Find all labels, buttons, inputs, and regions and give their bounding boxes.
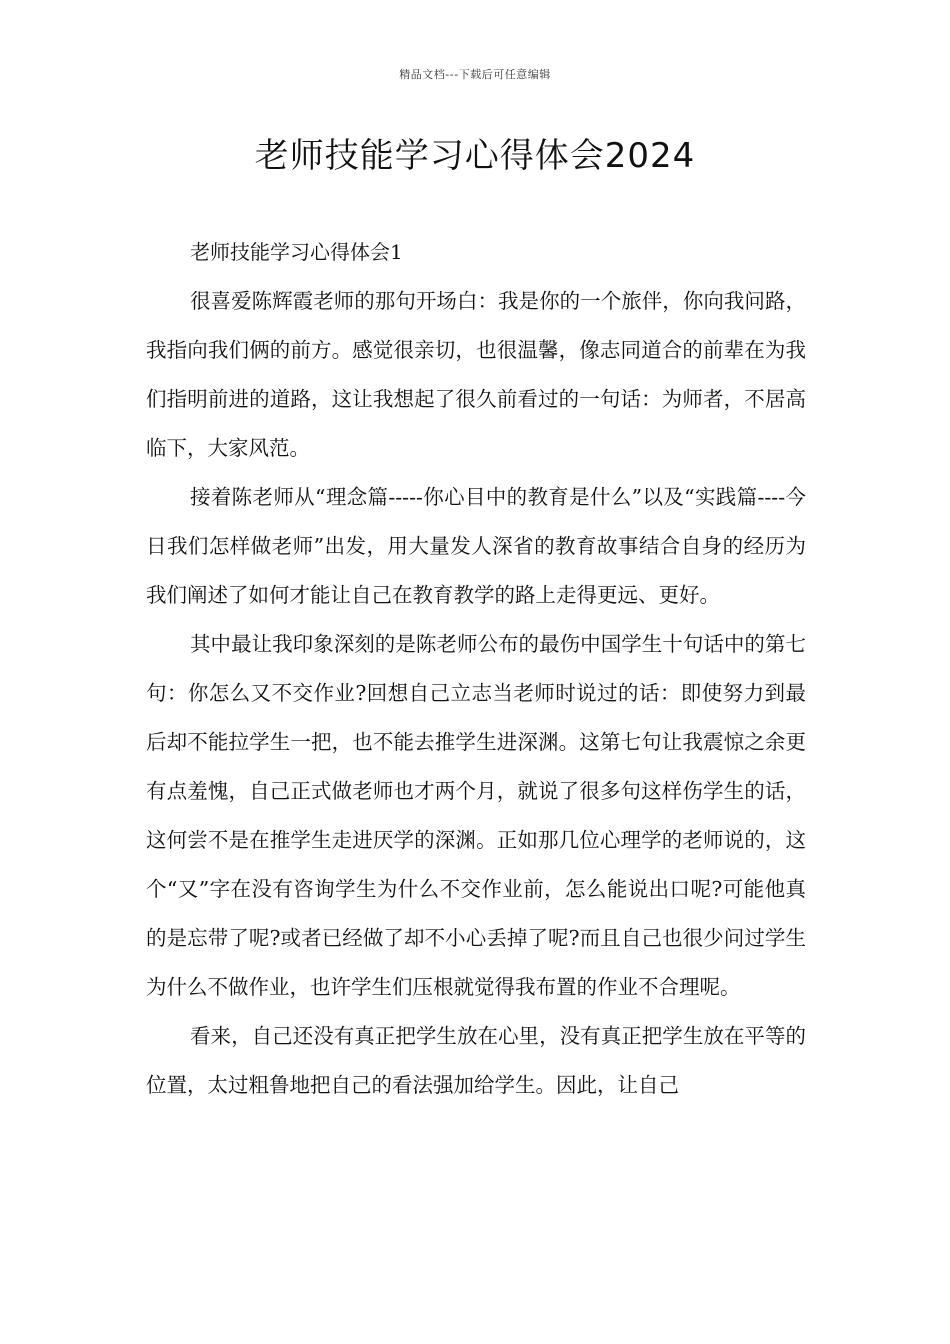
document-body (146, 228, 806, 1110)
section-heading: 老师技能学习心得体会1 (190, 240, 403, 264)
paragraph-3: 其中最让我印象深刻的是陈老师公布的最伤中国学生十句话中的第七句：你怎么又不交作业?回想自己立志当老师时说过的话：即使努力到最后却不能拉学生一把，也不能去推学生进深渊。这第七句让我震惊之余更有点羞愧，自己正式做老师也才两个月，就说了很多句这样伤学生的话，这何尝不是在推学生走进厌学的深渊。正如那几位心理学的老师说的，这个“又”字在没有咨询学生为什么不交作业前，怎么能说出口呢?可能他真的是忘带了呢?或者已经做了却不小心丢掉了呢?而且自己也很少问过学生为什么不做作业，也许学生们压根就觉得我布置的作业不合理呢。 (146, 632, 806, 999)
header-note: 精品文档---下载后可任意编辑 (399, 68, 551, 81)
document-title: 老师技能学习心得体会2024 (254, 136, 696, 176)
paragraph-1: 很喜爱陈辉霞老师的那句开场白：我是你的一个旅伴，你向我问路，我指向我们俩的前方。感觉很亲切，也很温馨，像志同道合的前辈在为我们指明前进的道路，这让我想起了很久前看过的一句话：为师者，不居高临下，大家风范。 (146, 289, 806, 460)
paragraph-2: 接着陈老师从“理念篇-----你心目中的教育是什么”以及“实践篇----今日我们怎样做老师”出发，用大量发人深省的教育故事结合自身的经历为我们阐述了如何才能让自己在教育教学的路上走得更远、更好。 (146, 485, 806, 607)
paragraph-4: 看来，自己还没有真正把学生放在心里，没有真正把学生放在平等的位置，太过粗鲁地把自己的看法强加给学生。因此，让自己 (146, 1024, 806, 1097)
